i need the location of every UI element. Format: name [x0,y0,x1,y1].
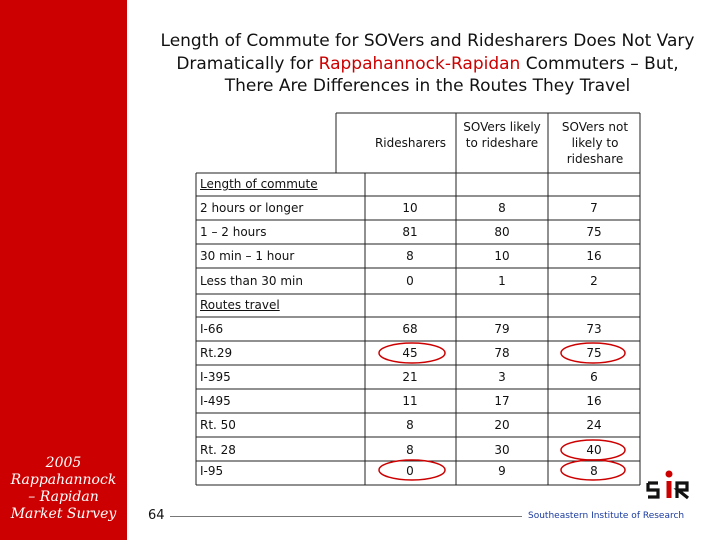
cell-value: 30 [494,443,510,457]
cell-value: 16 [586,394,602,408]
row-label: 30 min – 1 hour [200,249,295,263]
page-number: 64 [148,508,165,523]
cell-value: 79 [494,322,510,336]
cell-value: 0 [406,274,414,288]
cell-value: 21 [402,370,418,384]
sir-logo-icon [645,470,693,506]
title-line-2-pre: Dramatically for [176,53,319,74]
column-header-sovers-not-likely: SOVers not likely to rideshare [561,120,629,166]
row-label: I-395 [200,370,231,384]
cell-value: 80 [494,225,510,239]
row-label: Rt. 50 [200,418,236,432]
cell-value: 2 [590,274,598,288]
footer-divider [170,516,522,517]
survey-label: 2005 Rappahannock – Rapidan Market Survey [10,455,117,522]
cell-value: 24 [586,418,602,432]
cell-value: 10 [402,201,418,215]
cell-value: 8 [406,249,414,263]
cell-value: 75 [586,346,602,360]
column-header-sovers-likely: SOVers likely to rideshare [463,120,541,150]
row-label: Less than 30 min [200,274,303,288]
cell-value: 75 [586,225,602,239]
cell-value: 16 [586,249,602,263]
cell-value: 81 [402,225,418,239]
section-title-length: Length of commute [200,177,318,191]
row-label: Rt. 28 [200,443,236,457]
organization-name: Southeastern Institute of Research [528,511,685,521]
row-label: I-495 [200,394,231,408]
title-region-highlight: Rappahannock-Rapidan [318,53,521,74]
cell-value: 3 [498,370,506,384]
cell-value: 20 [494,418,510,432]
cell-value: 8 [498,201,506,215]
cell-value: 8 [590,464,598,478]
row-label: 2 hours or longer [200,201,304,215]
section-title-routes: Routes travel [200,298,280,312]
cell-value: 8 [406,443,414,457]
cell-value: 7 [590,201,598,215]
cell-value: 11 [402,394,418,408]
cell-value: 9 [498,464,506,478]
title-line-3: There Are Differences in the Routes They Travel [224,76,631,96]
cell-value: 6 [590,370,598,384]
title-line-2-post: Commuters – But, [520,53,679,74]
cell-value: 1 [498,274,506,288]
cell-value: 68 [402,322,418,336]
row-label: 1 – 2 hours [200,225,267,239]
cell-value: 78 [494,346,510,360]
cell-value: 73 [586,322,602,336]
cell-value: 8 [406,418,414,432]
cell-value: 40 [586,443,602,457]
row-label: Rt.29 [200,346,233,360]
cell-value: 0 [406,464,414,478]
cell-value: 45 [402,346,418,360]
column-header-ridesharers: Ridesharers [374,136,447,150]
title-line-1: Length of Commute for SOVers and Ridesharers Does Not Vary [160,31,695,51]
row-label: I-66 [200,322,224,336]
cell-value: 10 [494,249,510,263]
row-label: I-95 [200,464,224,478]
cell-value: 17 [494,394,510,408]
